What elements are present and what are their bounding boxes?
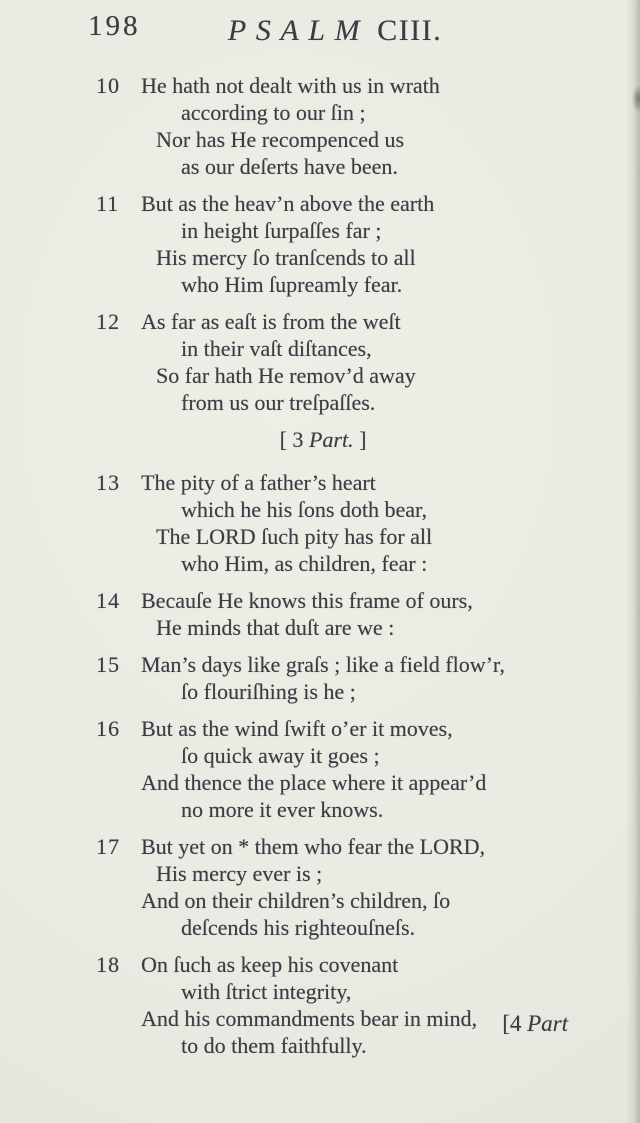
verse-lines [141,951,590,1059]
verse-line: which he his ſons doth bear, [181,497,427,522]
verse-lines [141,72,590,180]
verse-line: from us our treſpaſſes. [181,390,376,415]
verse-line: But as the heav’n above the earth [141,191,435,216]
verse-line: As far as eaſt is from the weſt [141,309,401,334]
verse-block [0,62,640,1059]
verse [96,190,590,298]
verse-number: 12 [96,309,120,334]
part-word: Part. [308,427,354,452]
verse [96,833,590,941]
verse-line: And on their children’s children, ſo [141,888,451,913]
verse-line: Becauſe He knows this frame of ours, [141,588,473,613]
verse-line: But as the wind ſwift o’er it moves, [141,716,453,741]
verse-line: as our deſerts have been. [181,154,398,179]
verse-lines [141,308,590,416]
part-heading [96,426,550,453]
verse-line: So far hath He remov’d away [156,363,416,388]
verse [96,651,590,705]
verse-line: who Him ſupreamly fear. [181,272,403,297]
verse-line: with ſtrict integrity, [181,979,352,1004]
catchword [502,1011,568,1037]
verse-line: The LORD ſuch pity has for all [156,524,433,549]
verse-line: who Him, as children, fear : [181,551,428,576]
page-header [0,0,640,62]
verse-line: in height ſurpaſſes far ; [181,218,382,243]
verse-number: 15 [96,652,120,677]
verse [96,308,590,416]
verse-lines [141,651,590,705]
verse-number: 11 [96,191,120,216]
verse [96,72,590,180]
verse-line: He hath not dealt with us in wrath [141,73,440,98]
verse-line: His mercy ſo tranſcends to all [156,245,416,270]
verse-number: 14 [96,588,120,613]
verse-number: 13 [96,470,120,495]
verse-line: On ſuch as keep his covenant [141,952,399,977]
verse [96,715,590,823]
verse-lines [141,587,590,641]
verse [96,469,590,577]
verse-line: Nor has He recompenced us [156,127,405,152]
verse-number: 10 [96,73,120,98]
verse-line: no more it ever knows. [181,797,384,822]
page-edge-shadow [626,0,640,1123]
verse [96,587,590,641]
psalm-title: PSALM [227,14,370,47]
part-close: ] [353,427,367,452]
verse-line: But yet on * them who fear the LORD, [141,834,485,859]
verse-number: 17 [96,834,120,859]
verse-lines [141,469,590,577]
page-number: 198 [88,10,141,42]
part-open: [ 3 [279,427,309,452]
verse-lines [141,833,590,941]
verse-line: deſcends his righteouſneſs. [181,915,416,940]
catchword-prefix: [4 [502,1011,528,1036]
verse-number: 18 [96,952,120,977]
verse-line: ſo quick away it goes ; [181,743,380,768]
verse-line: Man’s days like graſs ; like a field flow’r, [141,652,505,677]
verse [96,951,590,1059]
verse-line: He minds that duſt are we : [156,615,395,640]
catchword-word: Part [527,1011,568,1036]
verse-line: in their vaſt diſtances, [181,336,372,361]
verse-line: to do them faithfully. [181,1033,367,1058]
verse-lines [141,190,590,298]
verse-line: The pity of a father’s heart [141,470,376,495]
verse-line: ſo flouriſhing is he ; [181,679,356,704]
verse-line: according to our ſin ; [181,100,366,125]
verse-number: 16 [96,716,120,741]
verse-line: And his commandments bear in mind, [141,1006,478,1031]
verse-line: His mercy ever is ; [156,861,323,886]
chapter-numeral: CIII. [377,14,443,47]
verse-line: And thence the place where it appear’d [141,770,487,795]
verse-lines [141,715,590,823]
